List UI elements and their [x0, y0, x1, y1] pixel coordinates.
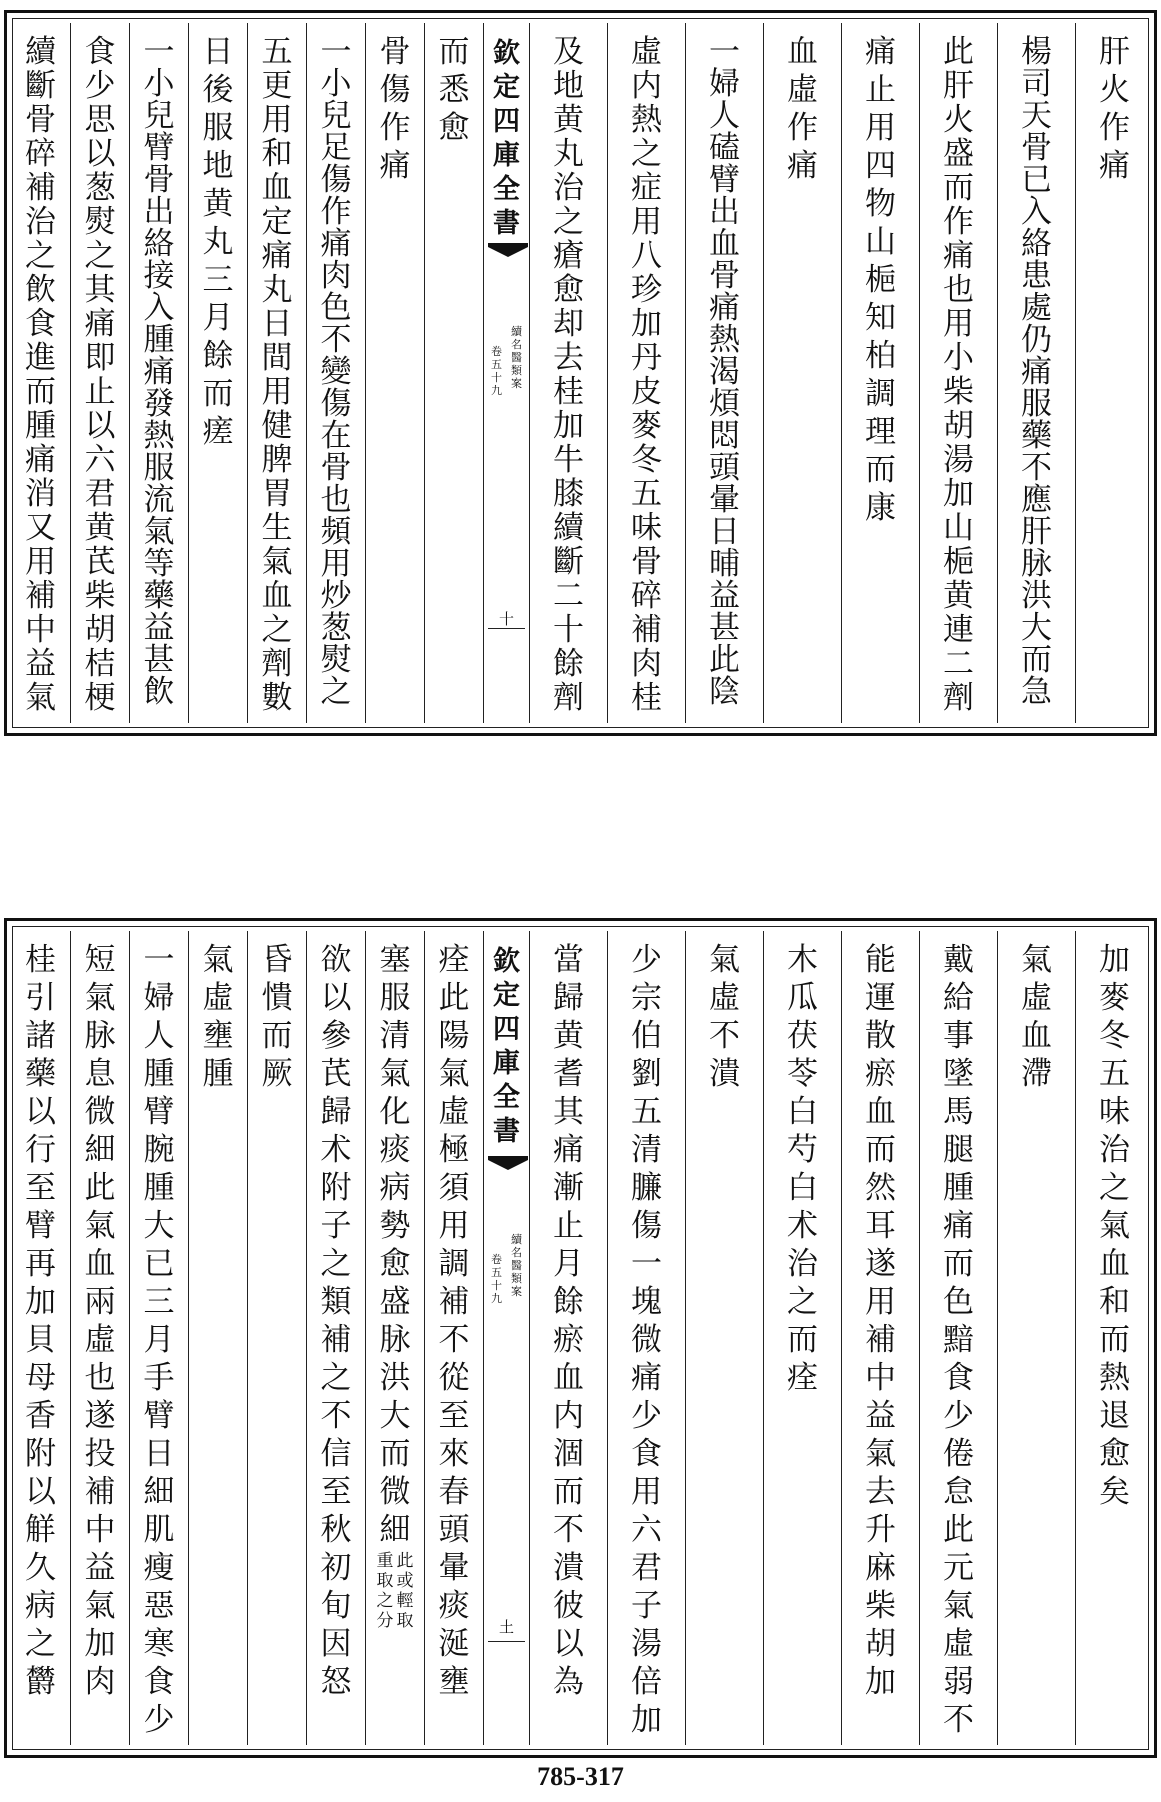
column-text: 少 宗 伯 劉 五 清 臁 傷 一 塊 微 痛 少 食 用 六 君 子 湯 倍 加 — [631, 942, 662, 1738]
column-text: 日 後 服 地 黄 丸 三 月 餘 而 瘥 — [202, 34, 234, 450]
column-text: 木 瓜 茯 苓 白 芍 白 术 治 之 而 痊 — [787, 942, 818, 1396]
center-page-number: 土 — [498, 1618, 514, 1636]
text-column — [424, 23, 483, 723]
text-column — [247, 23, 306, 723]
text-column — [997, 931, 1075, 1745]
text-column — [997, 23, 1075, 723]
center-volume: 卷 五 十 九 — [491, 1253, 502, 1305]
column-text: 氣 虛 不 潰 — [709, 942, 740, 1092]
column-text: 塞 服 清 氣 化 痰 病 勢 愈 盛 脉 洪 大 而 微 細 重 取 之 分 此 或 輕 取 — [376, 942, 414, 1631]
column-text: 血 虛 作 痛 — [787, 34, 818, 184]
column-text: 續 斷 骨 碎 補 治 之 飲 食 進 而 腫 痛 消 又 用 補 中 益 氣 — [25, 34, 56, 716]
column-text: 加 麥 冬 五 味 治 之 氣 血 和 而 熱 退 愈 矣 — [1099, 942, 1130, 1510]
column-text: 昏 憒 而 厥 — [261, 942, 293, 1092]
text-column — [529, 23, 607, 723]
column-text: 此 肝 火 盛 而 作 痛 也 用 小 柴 胡 湯 加 山 梔 黄 連 二 劑 — [943, 34, 974, 716]
text-column — [919, 931, 997, 1745]
column-text: 食 少 思 以 葱 熨 之 其 痛 即 止 以 六 君 黄 芪 柴 胡 桔 梗 — [84, 34, 116, 716]
column-text: 當 歸 黄 耆 其 痛 漸 止 月 餘 瘀 血 内 涸 而 不 潰 彼 以 為 — [553, 942, 584, 1700]
text-column — [424, 931, 483, 1745]
column-text: 戴 給 事 墜 馬 腿 腫 痛 而 色 黯 食 少 倦 怠 此 元 氣 虛 弱 不 — [943, 942, 974, 1738]
page-code: 785-317 — [537, 1762, 624, 1791]
column-text: 虛 内 熱 之 症 用 八 珍 加 丹 皮 麥 冬 五 味 骨 碎 補 肉 桂 — [631, 34, 662, 716]
text-column — [685, 931, 763, 1745]
column-text: 楊 司 天 骨 已 入 絡 患 處 仍 痛 服 藥 不 應 肝 脉 洪 大 而 急 — [1021, 34, 1052, 710]
text-column — [188, 931, 247, 1745]
text-column — [306, 931, 365, 1745]
interlinear-note: 重 取 之 分 此 或 輕 取 — [376, 1551, 414, 1631]
column-text: 能 運 散 瘀 血 而 然 耳 遂 用 補 中 益 氣 去 升 麻 柴 胡 加 — [865, 942, 896, 1700]
text-column — [365, 23, 424, 723]
fishtail-mark — [488, 243, 528, 257]
center-page-number: 十 — [498, 610, 514, 628]
text-column — [529, 931, 607, 1745]
column-text: 五 更 用 和 血 定 痛 丸 日 間 用 健 脾 胃 生 氣 血 之 劑 數 — [261, 34, 293, 716]
page-top — [4, 10, 1157, 736]
column-text: 骨 傷 作 痛 — [379, 34, 411, 184]
text-column — [607, 23, 685, 723]
text-column — [607, 931, 685, 1745]
text-column — [188, 23, 247, 723]
column-text: 氣 虛 血 滯 — [1021, 942, 1052, 1092]
text-column — [685, 23, 763, 723]
column-text: 痊 此 陽 氣 虛 極 須 用 調 補 不 從 至 來 春 頭 暈 痰 涎 壅 — [438, 942, 470, 1700]
text-column — [306, 23, 365, 723]
center-book-title: 續 名 醫 類 案 — [511, 1233, 522, 1298]
text-column — [129, 23, 188, 723]
column-text: 一 婦 人 磕 臂 出 血 骨 痛 熱 渴 煩 悶 頭 暈 日 晡 益 甚 此 陰 — [709, 34, 740, 710]
column-text: 一 婦 人 腫 臂 腕 腫 大 已 三 月 手 臂 日 細 肌 瘦 惡 寒 食 少 — [143, 942, 175, 1738]
center-divider — [488, 1641, 525, 1642]
text-column — [919, 23, 997, 723]
column-text: 欲 以 參 芪 歸 术 附 子 之 類 補 之 不 信 至 秋 初 旬 因 怒 — [320, 942, 352, 1700]
center-volume: 卷 五 十 九 — [491, 345, 502, 397]
text-column — [841, 23, 919, 723]
column-text: 而 悉 愈 — [438, 34, 470, 146]
column-text: 短 氣 脉 息 微 細 此 氣 血 兩 虛 也 遂 投 補 中 益 氣 加 肉 — [84, 942, 116, 1700]
text-column — [365, 931, 424, 1745]
text-column — [1075, 23, 1153, 723]
column-text: 痛 止 用 四 物 山 梔 知 柏 調 理 而 康 — [865, 34, 896, 526]
text-column — [129, 931, 188, 1745]
text-column — [70, 23, 129, 723]
text-column — [247, 931, 306, 1745]
page-bottom-center-column — [483, 931, 529, 1745]
column-text: 一 小 兒 臂 骨 出 絡 接 入 腫 痛 發 熱 服 流 氣 等 藥 益 甚 飲 — [143, 34, 175, 710]
text-column — [841, 931, 919, 1745]
center-book-title: 續 名 醫 類 案 — [511, 325, 522, 390]
column-text: 肝 火 作 痛 — [1099, 34, 1130, 184]
text-column — [70, 931, 129, 1745]
center-divider — [488, 628, 525, 629]
column-text: 一 小 兒 足 傷 作 痛 肉 色 不 變 傷 在 骨 也 頻 用 炒 葱 熨 之 — [320, 34, 352, 710]
column-text: 桂 引 諸 藥 以 行 至 臂 再 加 貝 母 香 附 以 觧 久 病 之 欝 — [25, 942, 56, 1700]
text-column — [11, 931, 70, 1745]
text-column — [11, 23, 70, 723]
text-column — [763, 931, 841, 1745]
text-column — [763, 23, 841, 723]
text-column — [1075, 931, 1153, 1745]
column-text: 氣 虛 壅 腫 — [202, 942, 234, 1092]
fishtail-mark — [488, 1156, 528, 1170]
page-bottom — [4, 918, 1157, 1758]
page-top-center-column — [483, 23, 529, 723]
column-text: 及 地 黄 丸 治 之 瘡 愈 却 去 桂 加 牛 膝 續 斷 二 十 餘 劑 — [553, 34, 584, 716]
center-title: 欽 定 四 庫 全 書 — [493, 946, 520, 1147]
center-title: 欽 定 四 庫 全 書 — [493, 38, 520, 239]
